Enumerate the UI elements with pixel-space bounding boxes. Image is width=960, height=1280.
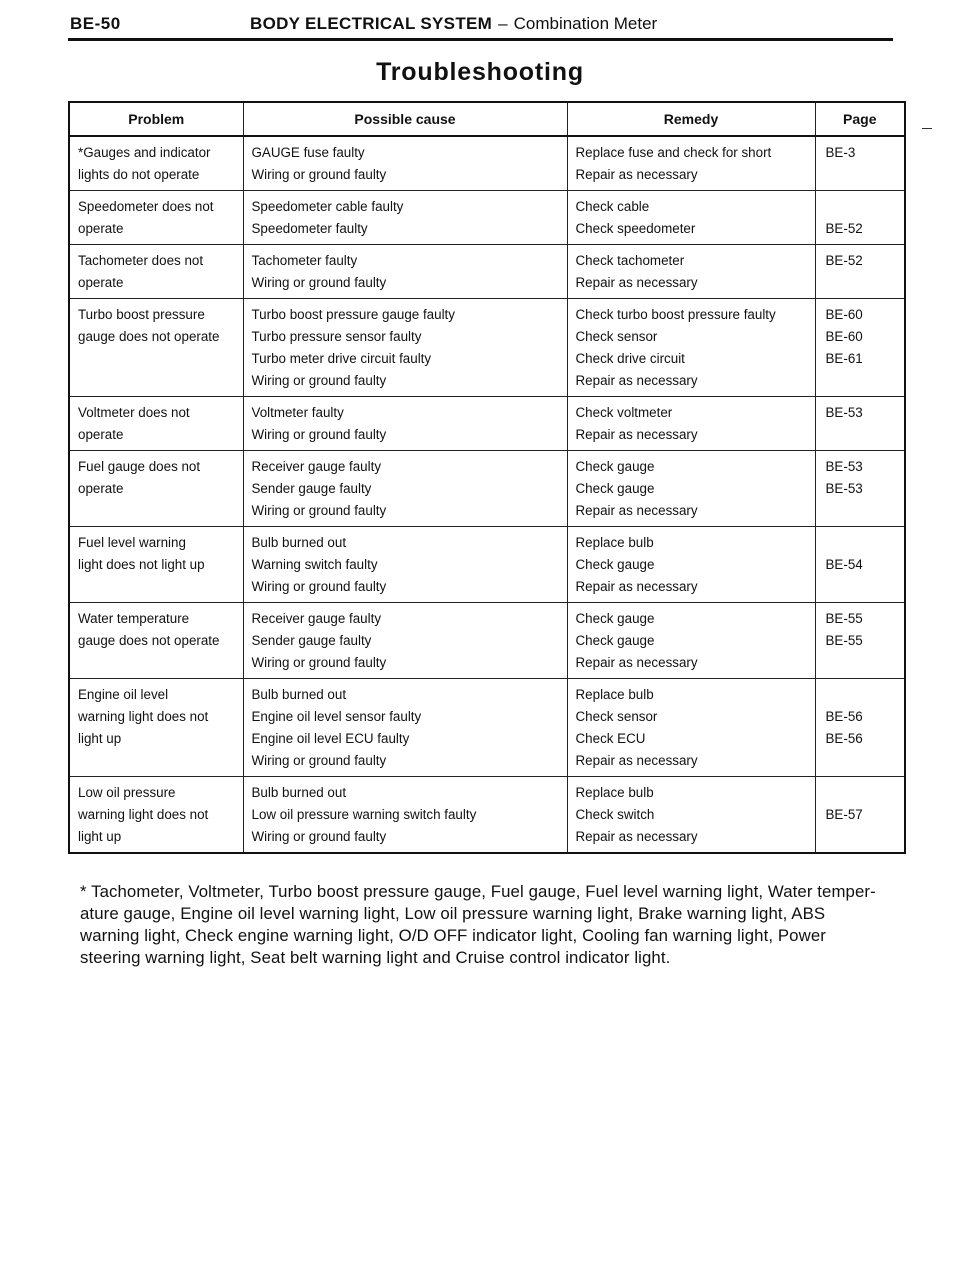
cause-text: Speedometer cable faulty (251, 199, 404, 214)
table-header-row (69, 102, 905, 136)
page-cell (815, 679, 905, 777)
remedy-text: Repair as necessary (575, 579, 698, 594)
remedy-text: Check gauge (575, 459, 655, 474)
page-reference: BE-56 (825, 709, 863, 724)
cause-text: Engine oil level ECU faulty (251, 731, 410, 746)
problem-text: Speedometer does not (78, 199, 214, 214)
cause-text: Wiring or ground faulty (251, 373, 387, 388)
page-reference: BE-53 (825, 481, 863, 496)
remedy-text: Check cable (575, 199, 650, 214)
remedy-cell (567, 679, 815, 777)
cause-text: Engine oil level sensor faulty (251, 709, 422, 724)
cause-text: Sender gauge faulty (251, 633, 372, 648)
remedy-cell (567, 191, 815, 245)
remedy-text: Replace bulb (575, 687, 654, 702)
page-reference: BE-61 (825, 351, 863, 366)
page-reference: BE-55 (825, 633, 863, 648)
remedy-text: Check ECU (575, 731, 646, 746)
problem-text: operate (78, 221, 124, 236)
possible-cause-cell (243, 299, 567, 397)
running-head (250, 14, 657, 34)
page-cell (815, 397, 905, 451)
table-row (69, 527, 905, 603)
margin-mark (922, 128, 932, 129)
section-title: BODY ELECTRICAL SYSTEM (250, 14, 493, 33)
cause-text: Sender gauge faulty (251, 481, 372, 496)
problem-cell (69, 191, 243, 245)
cause-text: Turbo pressure sensor faulty (251, 329, 422, 344)
remedy-text: Replace bulb (575, 535, 654, 550)
cause-text: Wiring or ground faulty (251, 427, 387, 442)
remedy-text: Repair as necessary (575, 829, 698, 844)
table-row (69, 397, 905, 451)
remedy-text: Check gauge (575, 481, 655, 496)
problem-text: Low oil pressure (78, 785, 176, 800)
page-reference (826, 782, 897, 804)
remedy-text: Repair as necessary (575, 275, 698, 290)
cause-text: Wiring or ground faulty (251, 275, 387, 290)
page-header (68, 8, 893, 41)
possible-cause-cell (243, 777, 567, 854)
problem-text: operate (78, 427, 124, 442)
remedy-text: Check gauge (575, 557, 655, 572)
remedy-text: Repair as necessary (575, 655, 698, 670)
cause-text: Speedometer faulty (251, 221, 368, 236)
remedy-text: Replace bulb (575, 785, 654, 800)
problem-text: warning light does not (78, 709, 209, 724)
cause-text: Wiring or ground faulty (251, 579, 387, 594)
remedy-text: Replace fuse and check for short (575, 145, 772, 160)
cause-text: Bulb burned out (251, 535, 347, 550)
remedy-text: Repair as necessary (575, 503, 698, 518)
problem-text: Tachometer does not (78, 253, 204, 268)
page-reference: BE-3 (825, 145, 856, 160)
possible-cause-cell (243, 603, 567, 679)
cause-text: Voltmeter faulty (251, 405, 344, 420)
page-reference (826, 196, 897, 218)
column-header-page: Page (815, 102, 905, 136)
remedy-cell (567, 603, 815, 679)
problem-cell (69, 136, 243, 191)
column-header-problem: Problem (69, 102, 243, 136)
problem-text: operate (78, 275, 124, 290)
cause-text: Warning switch faulty (251, 557, 378, 572)
possible-cause-cell (243, 679, 567, 777)
remedy-text: Repair as necessary (575, 373, 698, 388)
problem-text: light up (78, 829, 122, 844)
page-reference: BE-52 (825, 221, 863, 236)
table-row (69, 679, 905, 777)
cause-text: Receiver gauge faulty (251, 611, 382, 626)
remedy-cell (567, 527, 815, 603)
remedy-text: Check voltmeter (575, 405, 673, 420)
table-row (69, 245, 905, 299)
page-reference: BE-53 (825, 459, 863, 474)
remedy-text: Check sensor (575, 329, 658, 344)
page-number: BE-50 (70, 14, 121, 33)
page-reference: BE-55 (825, 611, 863, 626)
remedy-cell (567, 777, 815, 854)
page-reference (826, 684, 897, 706)
remedy-text: Check tachometer (575, 253, 685, 268)
problem-text: gauge does not operate (78, 329, 220, 344)
problem-text: Fuel gauge does not (78, 459, 201, 474)
footnote (80, 880, 904, 968)
problem-cell (69, 245, 243, 299)
page-reference: BE-60 (825, 307, 863, 322)
possible-cause-cell (243, 397, 567, 451)
remedy-text: Check gauge (575, 611, 655, 626)
table-body (69, 136, 905, 853)
cause-text: Wiring or ground faulty (251, 753, 387, 768)
cause-text: Wiring or ground faulty (251, 655, 387, 670)
cause-text: Turbo boost pressure gauge faulty (251, 307, 455, 322)
problem-cell (69, 527, 243, 603)
section-separator: – (498, 14, 508, 33)
problem-cell (69, 679, 243, 777)
page-cell (815, 299, 905, 397)
problem-text: Turbo boost pressure (78, 307, 205, 322)
remedy-text: Repair as necessary (575, 753, 698, 768)
page-cell (815, 603, 905, 679)
problem-cell (69, 397, 243, 451)
possible-cause-cell (243, 245, 567, 299)
page-reference: BE-60 (825, 329, 863, 344)
table-row (69, 299, 905, 397)
page-reference (826, 532, 897, 554)
cause-text: Low oil pressure warning switch faulty (251, 807, 477, 822)
subsection-title: Combination Meter (513, 14, 658, 33)
cause-text: Receiver gauge faulty (251, 459, 382, 474)
table-row (69, 136, 905, 191)
problem-cell (69, 299, 243, 397)
problem-text: Water temperature (78, 611, 190, 626)
page-title: Troubleshooting (376, 58, 584, 86)
page-cell (815, 245, 905, 299)
remedy-text: Check gauge (575, 633, 655, 648)
table-row (69, 777, 905, 854)
remedy-cell (567, 397, 815, 451)
page-reference: BE-54 (825, 557, 863, 572)
remedy-cell (567, 245, 815, 299)
problem-text: Engine oil level (78, 687, 169, 702)
possible-cause-cell (243, 527, 567, 603)
page-reference: BE-52 (825, 253, 863, 268)
page-cell (815, 777, 905, 854)
remedy-cell (567, 299, 815, 397)
remedy-text: Check switch (575, 807, 655, 822)
problem-text: operate (78, 481, 124, 496)
remedy-text: Check drive circuit (575, 351, 685, 366)
problem-text: lights do not operate (78, 167, 200, 182)
footnote-line: ature gauge, Engine oil level warning light, Low oil pressure warning light, Brake warning light, ABS (80, 904, 826, 923)
page-cell (815, 451, 905, 527)
problem-text: light does not light up (78, 557, 205, 572)
table-row (69, 603, 905, 679)
possible-cause-cell (243, 191, 567, 245)
possible-cause-cell (243, 136, 567, 191)
page-reference: BE-56 (825, 731, 863, 746)
column-header-remedy: Remedy (567, 102, 815, 136)
page-cell (815, 191, 905, 245)
remedy-cell (567, 136, 815, 191)
cause-text: Bulb burned out (251, 687, 347, 702)
problem-text: warning light does not (78, 807, 209, 822)
troubleshooting-table (68, 101, 906, 854)
table-row (69, 191, 905, 245)
cause-text: Tachometer faulty (251, 253, 358, 268)
problem-text: Fuel level warning (78, 535, 186, 550)
page-cell (815, 527, 905, 603)
footnote-line: warning light, Check engine warning light, O/D OFF indicator light, Cooling fan warning light, Power (80, 926, 826, 945)
remedy-cell (567, 451, 815, 527)
column-header-possible-cause: Possible cause (243, 102, 567, 136)
page-cell (815, 136, 905, 191)
cause-text: Wiring or ground faulty (251, 829, 387, 844)
problem-cell (69, 603, 243, 679)
problem-text: Voltmeter does not (78, 405, 190, 420)
problem-text: *Gauges and indicator (78, 145, 211, 160)
cause-text: Turbo meter drive circuit faulty (251, 351, 432, 366)
remedy-text: Check speedometer (575, 221, 696, 236)
footnote-line: * Tachometer, Voltmeter, Turbo boost pressure gauge, Fuel gauge, Fuel level warning light, Water temper- (80, 882, 876, 901)
remedy-text: Repair as necessary (575, 427, 698, 442)
footnote-line: steering warning light, Seat belt warning light and Cruise control indicator light. (80, 948, 671, 967)
page-reference: BE-57 (825, 807, 863, 822)
remedy-text: Check sensor (575, 709, 658, 724)
problem-text: gauge does not operate (78, 633, 220, 648)
cause-text: GAUGE fuse faulty (251, 145, 365, 160)
remedy-text: Check turbo boost pressure faulty (575, 307, 776, 322)
problem-cell (69, 451, 243, 527)
cause-text: Bulb burned out (251, 785, 347, 800)
cause-text: Wiring or ground faulty (251, 503, 387, 518)
problem-text: light up (78, 731, 122, 746)
problem-cell (69, 777, 243, 854)
possible-cause-cell (243, 451, 567, 527)
remedy-text: Repair as necessary (575, 167, 698, 182)
cause-text: Wiring or ground faulty (251, 167, 387, 182)
table-row (69, 451, 905, 527)
page-reference: BE-53 (825, 405, 863, 420)
